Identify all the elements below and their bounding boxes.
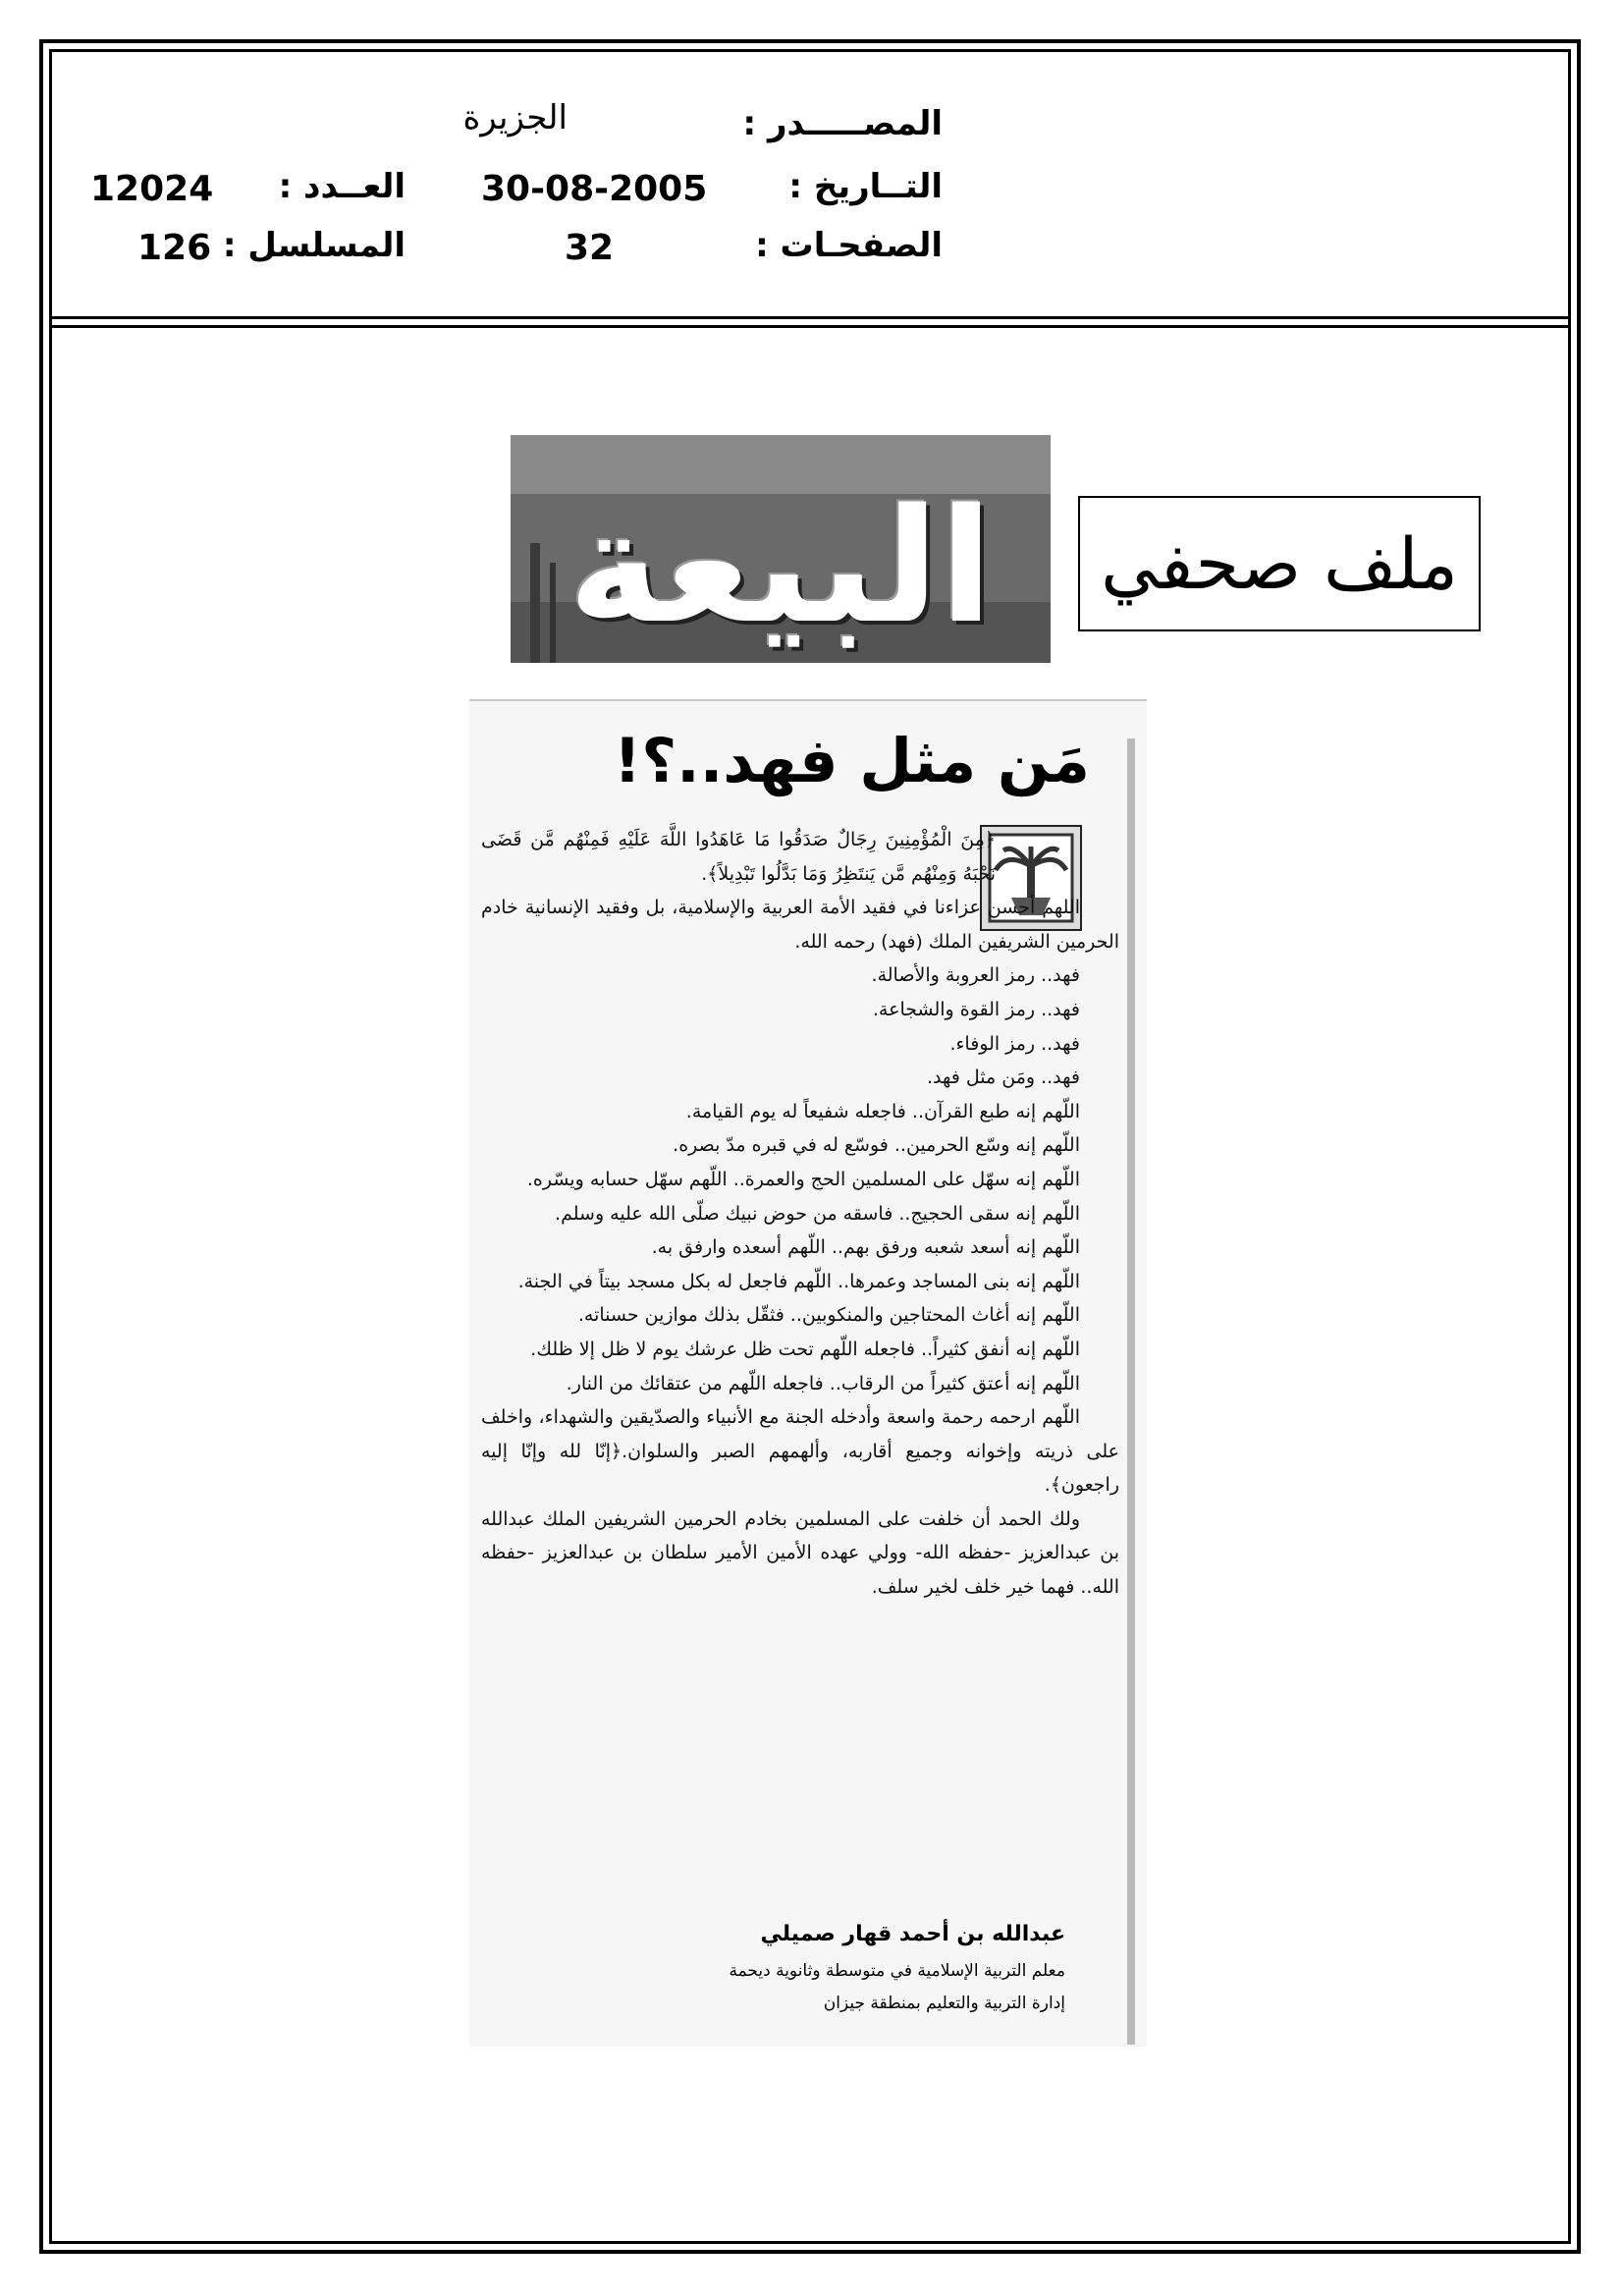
source-label: المصـــــدر : [742,104,943,143]
article-paragraph: اللّهم إنه أنفق كثيراً.. فاجعله اللّهم تحت ظل عرشك يوم لا ظل إلا ظلك. [530,1338,1080,1360]
press-file-box [1078,496,1481,631]
article-paragraph: ﴿مِنَ الْمُؤْمِنِينَ رِجَالٌ صَدَقُوا مَا عَاهَدُوا اللَّهَ عَلَيْهِ فَمِنْهُم مَّن قَضَى نَحْبَهُ وَمِنْهُم مَّن يَنتَظِرُ وَمَا بَدَّلُوا تَبْدِيلاً﴾. [481,829,996,885]
article-paragraph: اللّهم إنه سقى الحجيج.. فاسقه من حوض نبيك صلّى الله عليه وسلم. [555,1202,1080,1225]
serial-label: المسلسل : [222,226,406,265]
masthead-banner [511,435,1051,663]
article-author: عبدالله بن أحمد قهار صميلي [760,1922,1065,1946]
article-body [481,823,1119,1605]
article-paragraph: اللّهم إنه وسّع الحرمين.. فوسّع له في قبره مدّ بصره. [673,1134,1080,1157]
masthead-word: البيعة [568,474,994,658]
article-paragraph: اللّهم إنه أغاث المحتاجين والمنكوبين.. فثقّل بذلك موازين حسناته. [577,1304,1080,1327]
article-paragraph: اللّهم ارحمه رحمة واسعة وأدخله الجنة مع الأنبياء والصدّيقين والشهداء، واخلف على ذريته وإخوانه وجميع أقاربه، وألهمهم الصبر والسلوان.﴿إنّا لله وإنّا إليه راجعون﴾. [481,1406,1119,1497]
author-role: معلم التربية الإسلامية في متوسطة وثانوية ديحمة [729,1961,1065,1981]
source-value: الجزيرة [462,98,568,137]
issue-label: العــدد : [278,167,406,206]
serial-value: 126 [137,228,212,268]
article-paragraph: ولك الحمد أن خلفت على المسلمين بخادم الحرمين الشريفين الملك عبدالله بن عبدالعزيز -حفظه الله- وولي عهده الأمين الأمير سلطان بن عبدالعزيز -حفظه الله.. فهما خير خلف لخير سلف. [481,1507,1119,1599]
article-paragraph: اللهم أحسن عزاءنا في فقيد الأمة العربية والإسلامية، بل وفقيد الإنسانية خادم الحرمين الشريفين الملك (فهد) رحمه الله. [481,897,1119,953]
header-divider [49,316,1571,319]
pages-label: الصفحـات : [755,226,943,265]
article-paragraph: اللّهم إنه بنى المساجد وعمرها.. اللّهم فاجعل له بكل مسجد بيتاً في الجنة. [517,1270,1080,1292]
column-rule [1127,738,1135,2045]
press-file-label: ملف صحفي [1101,522,1458,605]
article-paragraph: فهد.. رمز القوة والشجاعة. [872,998,1080,1020]
article-title: مَن مثل فهد..؟! [613,725,1090,796]
article-paragraph: فهد.. رمز العروبة والأصالة. [871,964,1080,987]
article-paragraph: اللّهم إنه أعتق كثيراً من الرقاب.. فاجعله اللّهم من عتقائك من النار. [566,1372,1080,1394]
issue-value: 12024 [90,169,214,209]
article-paragraph: اللّهم إنه سهّل على المسلمين الحج والعمرة.. اللّهم سهّل حسابه ويسّره. [526,1168,1080,1190]
article-paragraph: اللّهم إنه أسعد شعبه ورفق بهم.. اللّهم أسعده وارفق به. [651,1236,1080,1259]
author-department: إدارة التربية والتعليم بمنطقة جيزان [823,1994,1065,2013]
date-value: 30-08-2005 [481,169,708,209]
pages-value: 32 [565,228,615,268]
article-paragraph: فهد.. ومَن مثل فهد. [927,1066,1080,1089]
article-paragraph: فهد.. رمز الوفاء. [949,1032,1080,1055]
article-paragraph: اللّهم إنه طبع القرآن.. فاجعله شفيعاً له يوم القيامة. [685,1100,1080,1122]
date-label: التــاريخ : [788,167,943,206]
header-divider-second [49,325,1571,328]
